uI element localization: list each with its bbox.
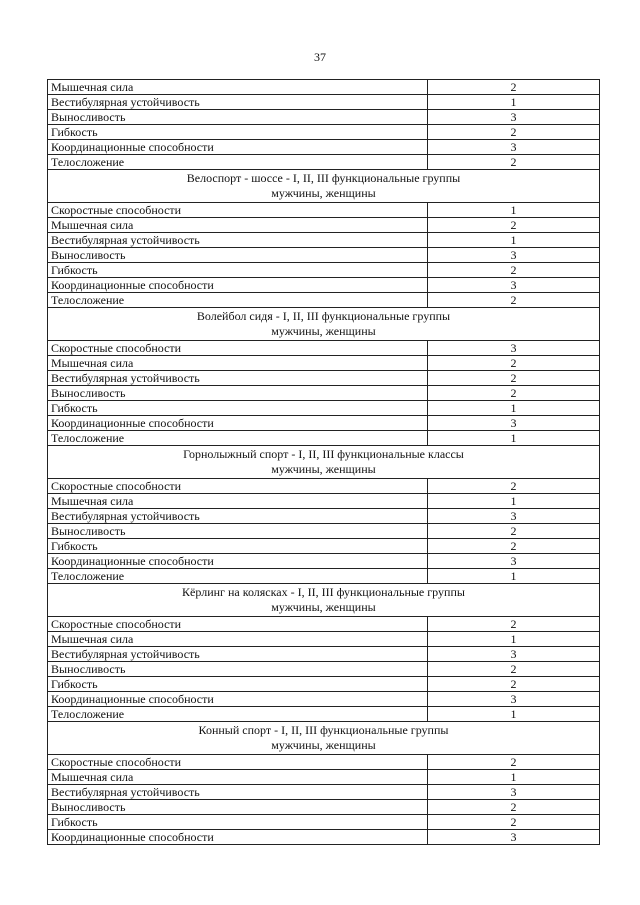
section-header [48,584,600,617]
ability-score: 3 [428,647,600,662]
table-row [48,830,600,845]
ability-label: Телосложение [48,569,428,584]
section-subtitle: мужчины, женщины [271,738,376,752]
table-row [48,263,600,278]
ability-label: Координационные способности [48,830,428,845]
ability-score: 3 [428,110,600,125]
ability-score: 2 [428,80,600,95]
ability-score: 3 [428,341,600,356]
ability-score: 2 [428,662,600,677]
ability-label: Скоростные способности [48,755,428,770]
table-row [48,554,600,569]
ability-label: Телосложение [48,707,428,722]
ability-score: 1 [428,203,600,218]
ability-score: 3 [428,830,600,845]
ability-label: Координационные способности [48,278,428,293]
ability-label: Выносливость [48,662,428,677]
table-row [48,524,600,539]
section-header [48,308,600,341]
ability-score: 3 [428,692,600,707]
section-header [48,722,600,755]
table-row [48,416,600,431]
table-row [48,203,600,218]
ability-score: 3 [428,278,600,293]
ability-score: 1 [428,569,600,584]
ability-score: 2 [428,356,600,371]
ability-score: 3 [428,248,600,263]
ability-label: Выносливость [48,248,428,263]
ability-score: 3 [428,785,600,800]
ability-label: Телосложение [48,431,428,446]
ability-label: Скоростные способности [48,617,428,632]
table-row [48,248,600,263]
ability-label: Мышечная сила [48,80,428,95]
ability-label: Мышечная сила [48,218,428,233]
section-header-row [48,446,600,479]
ability-score: 2 [428,755,600,770]
table-row [48,140,600,155]
ability-label: Мышечная сила [48,356,428,371]
table-row [48,509,600,524]
table-row [48,401,600,416]
ability-score: 2 [428,155,600,170]
table-row [48,800,600,815]
table-row [48,662,600,677]
table-row [48,155,600,170]
table-row [48,647,600,662]
table-row [48,707,600,722]
table-row [48,785,600,800]
table-row [48,494,600,509]
ability-score: 2 [428,263,600,278]
table-row [48,110,600,125]
section-header [48,446,600,479]
ability-score: 1 [428,770,600,785]
table-row [48,278,600,293]
ability-label: Скоростные способности [48,341,428,356]
ability-label: Координационные способности [48,140,428,155]
ability-label: Вестибулярная устойчивость [48,233,428,248]
table-row [48,569,600,584]
ability-score: 1 [428,431,600,446]
section-title: Кёрлинг на колясках - I, II, III функциональные группы [182,585,465,599]
ability-label: Скоростные способности [48,203,428,218]
ability-score: 2 [428,524,600,539]
ability-score: 1 [428,494,600,509]
ability-score: 2 [428,479,600,494]
ability-label: Мышечная сила [48,770,428,785]
ability-score: 3 [428,554,600,569]
ability-label: Координационные способности [48,554,428,569]
table-row [48,815,600,830]
ability-label: Телосложение [48,293,428,308]
ability-label: Гибкость [48,401,428,416]
section-header-row [48,308,600,341]
page-number: 37 [314,50,326,64]
ability-label: Вестибулярная устойчивость [48,371,428,386]
table-row [48,371,600,386]
table-row [48,95,600,110]
section-subtitle: мужчины, женщины [271,462,376,476]
ability-label: Вестибулярная устойчивость [48,509,428,524]
ability-label: Выносливость [48,386,428,401]
table-row [48,677,600,692]
ability-label: Гибкость [48,677,428,692]
section-header-row [48,584,600,617]
ability-score: 1 [428,233,600,248]
ability-score: 1 [428,95,600,110]
ability-score: 2 [428,800,600,815]
section-subtitle: мужчины, женщины [271,600,376,614]
ability-score: 1 [428,632,600,647]
ability-label: Гибкость [48,815,428,830]
ability-label: Мышечная сила [48,494,428,509]
section-title: Волейбол сидя - I, II, III функциональные группы [196,309,451,323]
section-subtitle: мужчины, женщины [271,186,376,200]
ability-label: Гибкость [48,125,428,140]
ability-label: Координационные способности [48,416,428,431]
table-row [48,617,600,632]
section-header-row [48,722,600,755]
table-row [48,479,600,494]
table-row [48,125,600,140]
table-row [48,356,600,371]
ability-score: 1 [428,707,600,722]
section-title: Конный спорт - I, II, III функциональные группы [198,723,449,737]
ability-score: 2 [428,293,600,308]
section-subtitle: мужчины, женщины [271,324,376,338]
table-row [48,770,600,785]
ability-label: Гибкость [48,263,428,278]
table-row [48,692,600,707]
ability-label: Вестибулярная устойчивость [48,785,428,800]
table-row [48,386,600,401]
section-title: Велоспорт - шоссе - I, II, III функциональные группы [186,171,461,185]
section-header-row [48,170,600,203]
ability-label: Мышечная сила [48,632,428,647]
ability-score: 2 [428,371,600,386]
table-row [48,341,600,356]
table-row [48,539,600,554]
ability-label: Скоростные способности [48,479,428,494]
ability-label: Выносливость [48,110,428,125]
section-header [48,170,600,203]
ability-score: 2 [428,386,600,401]
table-body [48,80,600,845]
ability-score: 3 [428,416,600,431]
table-row [48,755,600,770]
section-title: Горнолыжный спорт - I, II, III функциональные классы [183,447,464,461]
ability-label: Вестибулярная устойчивость [48,647,428,662]
table-row [48,218,600,233]
ability-score: 2 [428,539,600,554]
table-row [48,431,600,446]
ability-score: 2 [428,125,600,140]
ability-score: 2 [428,218,600,233]
ability-score: 2 [428,617,600,632]
ability-score: 1 [428,401,600,416]
ability-label: Гибкость [48,539,428,554]
ability-label: Вестибулярная устойчивость [48,95,428,110]
ability-score: 2 [428,677,600,692]
abilities-table [47,79,600,845]
table-row [48,80,600,95]
ability-label: Выносливость [48,800,428,815]
ability-score: 3 [428,509,600,524]
table-row [48,293,600,308]
ability-label: Телосложение [48,155,428,170]
table-row [48,632,600,647]
ability-label: Выносливость [48,524,428,539]
ability-score: 2 [428,815,600,830]
ability-label: Координационные способности [48,692,428,707]
ability-score: 3 [428,140,600,155]
table-row [48,233,600,248]
